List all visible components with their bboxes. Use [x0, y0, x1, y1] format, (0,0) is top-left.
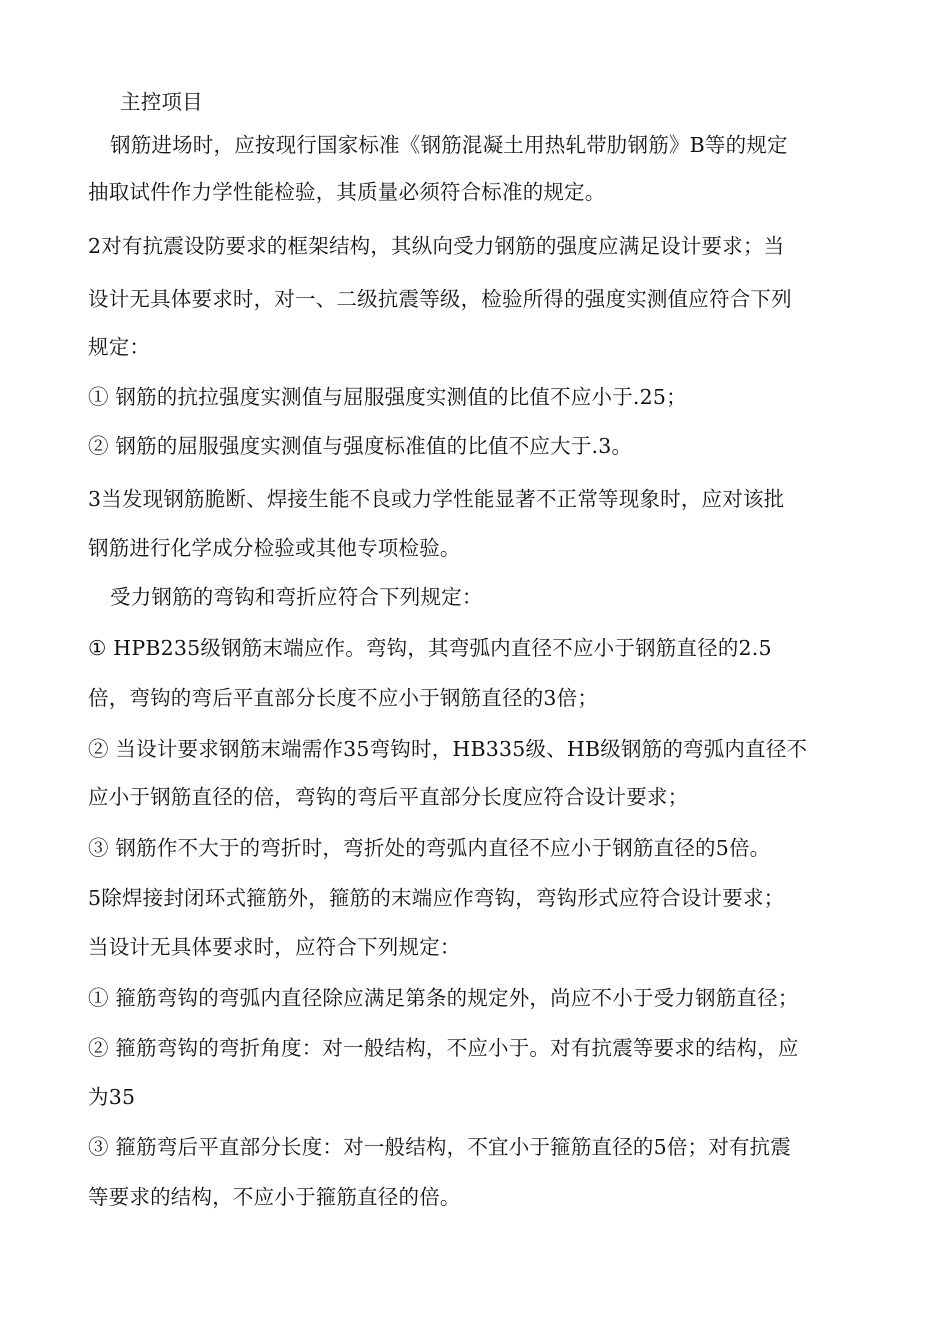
text-line: 规定：: [88, 335, 151, 359]
text-line: 等要求的结构，不应小于箍筋直径的倍。: [88, 1185, 461, 1209]
text-line: ③ 箍筋弯后平直部分长度：对一般结构，不宜小于箍筋直径的5倍；对有抗震: [88, 1135, 792, 1159]
text-line: ① 钢筋的抗拉强度实测值与屈服强度实测值的比值不应小于.25；: [88, 385, 687, 409]
text-line: 钢筋进行化学成分检验或其他专项检验。: [88, 536, 461, 560]
text-line: ① 箍筋弯钩的弯弧内直径除应满足第条的规定外，尚应不小于受力钢筋直径；: [88, 986, 799, 1010]
section-heading: 主控项目: [120, 90, 203, 114]
text-line: 3当发现钢筋脆断、焊接生能不良或力学性能显著不正常等现象时，应对该批: [88, 487, 785, 511]
text-line: ③ 钢筋作不大于的弯折时，弯折处的弯弧内直径不应小于钢筋直径的5倍。: [88, 836, 771, 860]
text-line: 受力钢筋的弯钩和弯折应符合下列规定：: [110, 585, 483, 609]
text-line: 抽取试件作力学性能检验，其质量必须符合标准的规定。: [88, 180, 606, 204]
text-line: 倍，弯钩的弯后平直部分长度不应小于钢筋直径的3倍；: [88, 686, 599, 710]
text-line: ② 钢筋的屈服强度实测值与强度标准值的比值不应大于.3。: [88, 434, 633, 458]
text-line: 2对有抗震设防要求的框架结构，其纵向受力钢筋的强度应满足设计要求；当: [88, 234, 785, 258]
text-line: ① HPB235级钢筋末端应作。弯钩，其弯弧内直径不应小于钢筋直径的2.5: [88, 636, 772, 660]
text-line: 应小于钢筋直径的倍，弯钩的弯后平直部分长度应符合设计要求；: [88, 785, 689, 809]
text-line: ② 当设计要求钢筋末端需作35弯钩时，HB335级、HB级钢筋的弯弧内直径不: [88, 737, 808, 761]
text-line: 钢筋进场时，应按现行国家标准《钢筋混凝土用热轧带肋钢筋》B等的规定: [110, 133, 788, 157]
text-line: 设计无具体要求时，对一、二级抗震等级，检验所得的强度实测值应符合下列: [88, 287, 792, 311]
text-line: ② 箍筋弯钩的弯折角度：对一般结构，不应小于。对有抗震等要求的结构，应: [88, 1036, 799, 1060]
text-line: 5除焊接封闭环式箍筋外，箍筋的末端应作弯钩，弯钩形式应符合设计要求；: [88, 886, 785, 910]
text-line: 当设计无具体要求时，应符合下列规定：: [88, 935, 461, 959]
text-line: 为35: [88, 1085, 136, 1109]
